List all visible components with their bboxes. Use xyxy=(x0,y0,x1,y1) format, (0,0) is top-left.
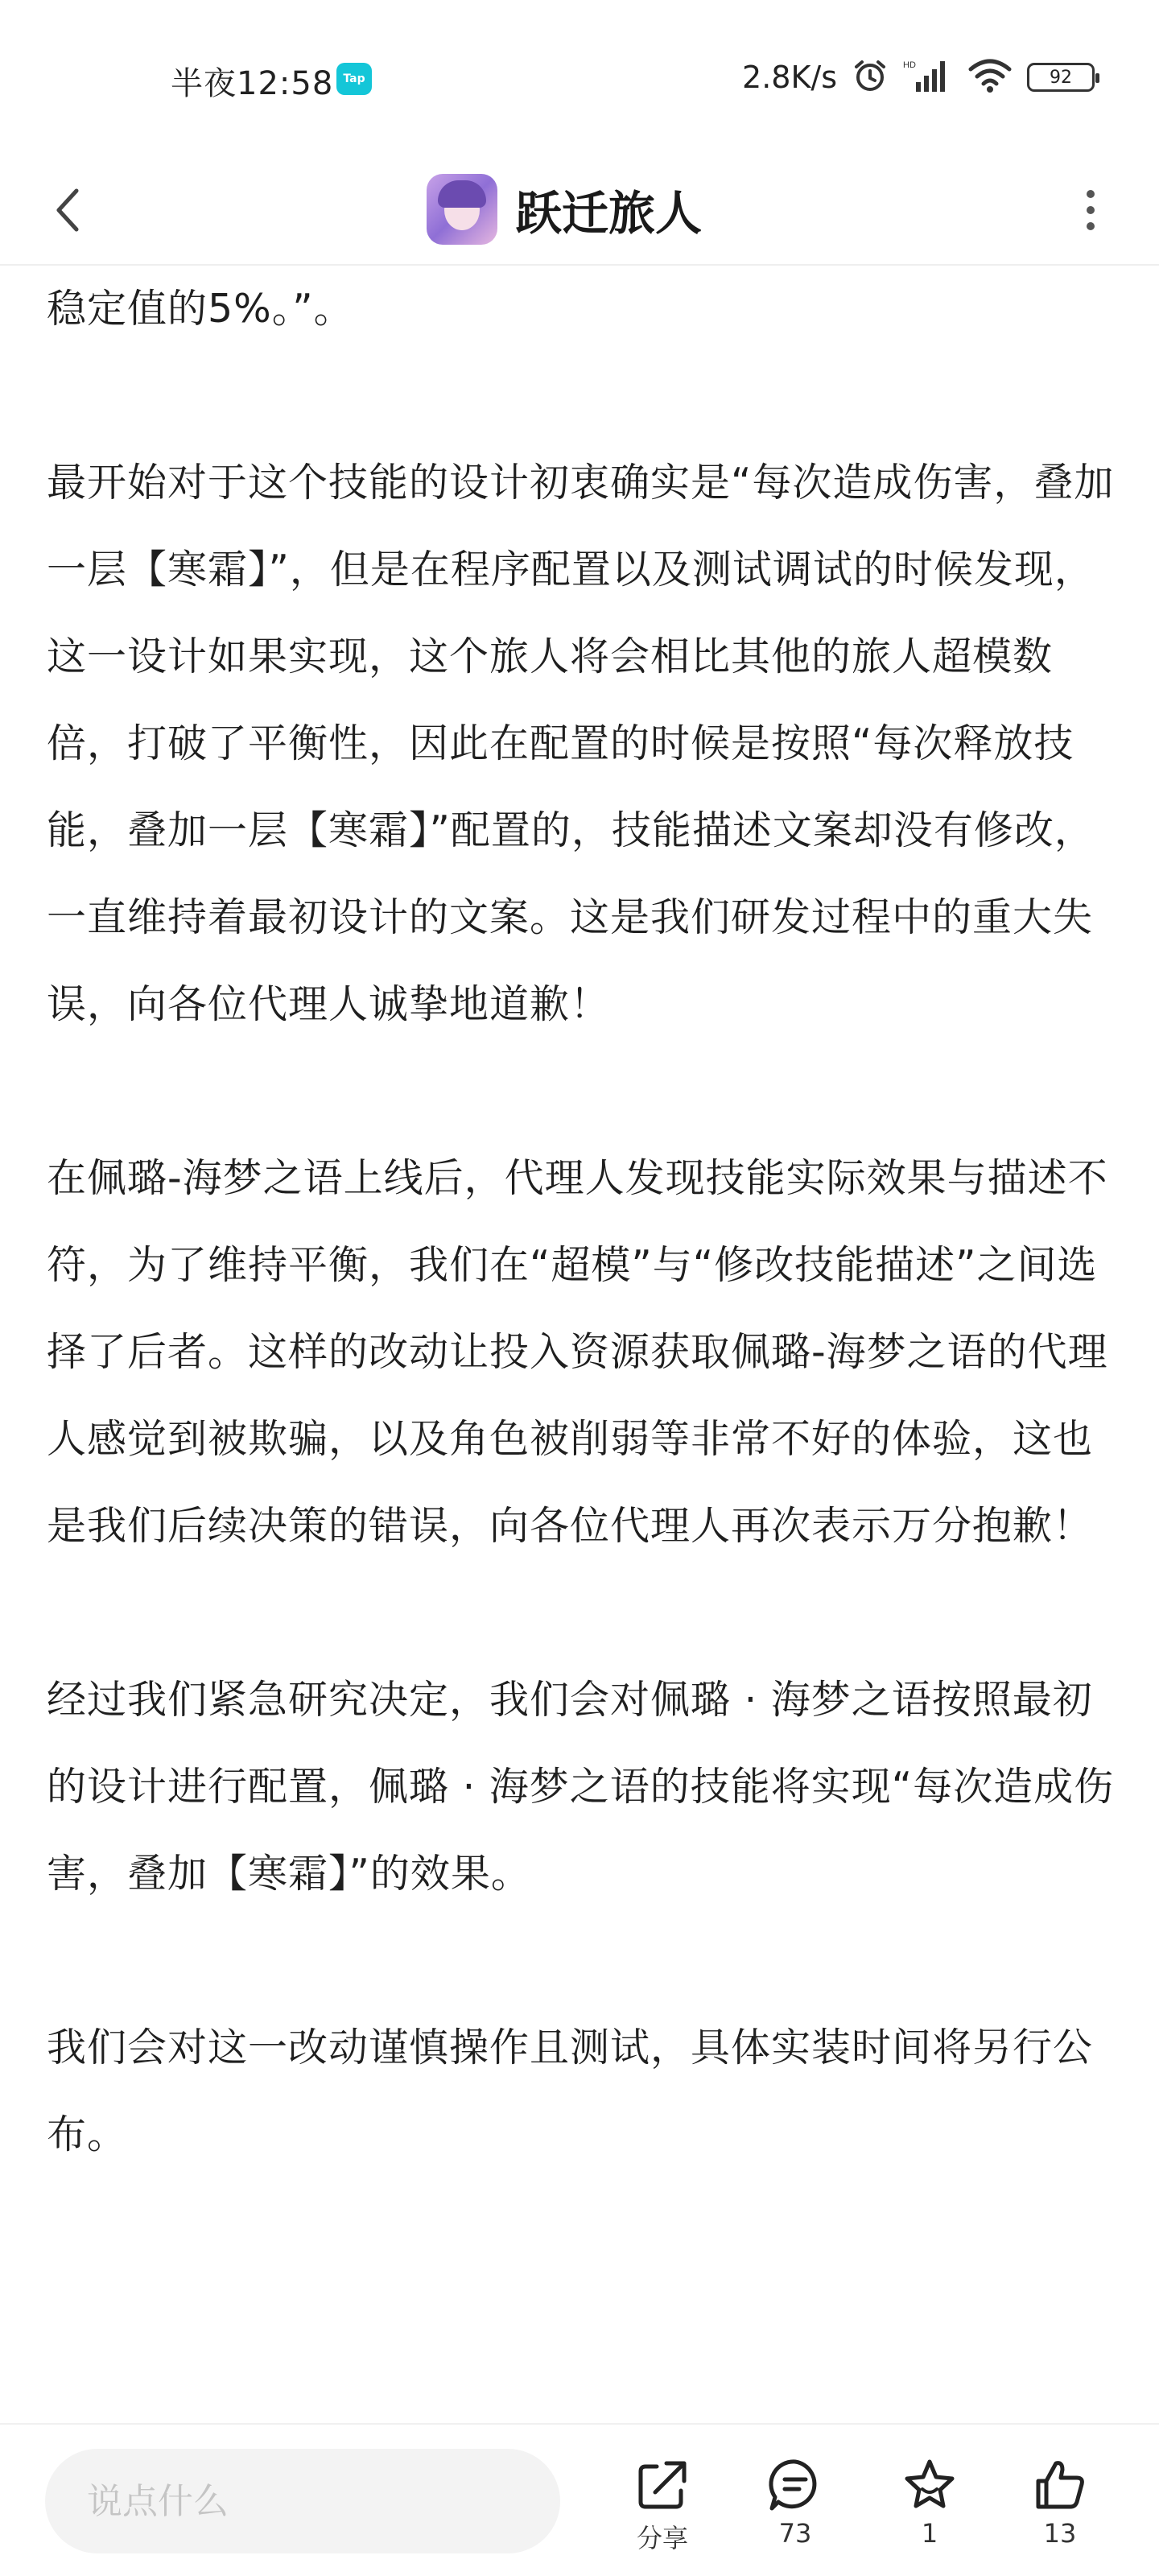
favorite-count: 1 xyxy=(921,2518,938,2549)
more-dot-icon xyxy=(1087,206,1095,214)
article-paragraph: 最开始对于这个技能的设计初衷确实是“每次造成伤害，叠加一层【寒霜】”，但是在程序配置以及测试调试的时候发现，这一设计如果实现，这个旅人将会相比其他的旅人超模数倍，打破了平衡性，因此在配置的时候是按照“每次释放技能，叠加一层【寒霜】”配置的，技能描述文案却没有修改，一直维持着最初设计的文案。这是我们研发过程中的重大失误，向各位代理人诚挚地道歉！ xyxy=(47,460,1115,1027)
battery-icon xyxy=(1027,63,1095,92)
article-body xyxy=(47,266,1117,2178)
article-paragraph: 在佩璐-海梦之语上线后，代理人发现技能实际效果与描述不符，为了维持平衡，我们在“超模”与“修改技能描述”之间选择了后者。这样的改动让投入资源获取佩璐-海梦之语的代理人感觉到被欺骗，以及角色被削弱等非常不好的体验，这也是我们后续决策的错误，向各位代理人再次表示万分抱歉！ xyxy=(47,1155,1108,1549)
status-bar xyxy=(0,0,1159,153)
share-icon xyxy=(634,2457,691,2513)
thumbs-up-icon xyxy=(1032,2457,1088,2513)
like-button[interactable] xyxy=(1016,2457,1104,2562)
avatar[interactable] xyxy=(427,174,497,245)
star-icon xyxy=(901,2457,958,2513)
network-speed: 2.8K/s xyxy=(742,60,837,95)
like-count: 13 xyxy=(1043,2518,1077,2549)
battery-level: 92 xyxy=(1050,67,1072,88)
taptap-notification-icon: Tap xyxy=(336,63,372,95)
article-paragraph: 经过我们紧急研究决定，我们会对佩璐 · 海梦之语按照最初的设计进行配置，佩璐 · 海梦之语的技能将实现“每次造成伤害，叠加【寒霜】”的效果。 xyxy=(47,1677,1115,1897)
comment-button[interactable] xyxy=(751,2457,839,2562)
cellular-signal-icon xyxy=(903,58,953,97)
share-button[interactable] xyxy=(618,2457,707,2562)
share-label: 分享 xyxy=(636,2523,688,2553)
bottom-action-bar xyxy=(0,2423,1159,2576)
more-options-button[interactable] xyxy=(1062,182,1119,238)
status-right-group xyxy=(742,56,1095,98)
article-paragraph: 稳定值的5%。”。 xyxy=(47,286,354,332)
alarm-icon xyxy=(852,57,889,97)
page-title: 跃迁旅人 xyxy=(515,186,703,241)
status-time: 半夜12:58 xyxy=(171,65,334,102)
header-author[interactable] xyxy=(427,153,702,266)
top-nav-bar xyxy=(0,153,1159,266)
favorite-button[interactable] xyxy=(885,2457,974,2562)
article-paragraph: 我们会对这一改动谨慎操作且测试，具体实装时间将另行公布。 xyxy=(47,2025,1094,2157)
comment-count: 73 xyxy=(778,2518,812,2549)
more-dot-icon xyxy=(1087,222,1095,230)
chevron-left-icon xyxy=(52,186,85,234)
svg-text:HD: HD xyxy=(903,60,916,70)
more-dot-icon xyxy=(1087,190,1095,198)
comment-icon xyxy=(767,2457,823,2513)
comment-input[interactable] xyxy=(45,2449,560,2553)
wifi-icon xyxy=(967,58,1013,97)
back-button[interactable] xyxy=(40,182,97,238)
